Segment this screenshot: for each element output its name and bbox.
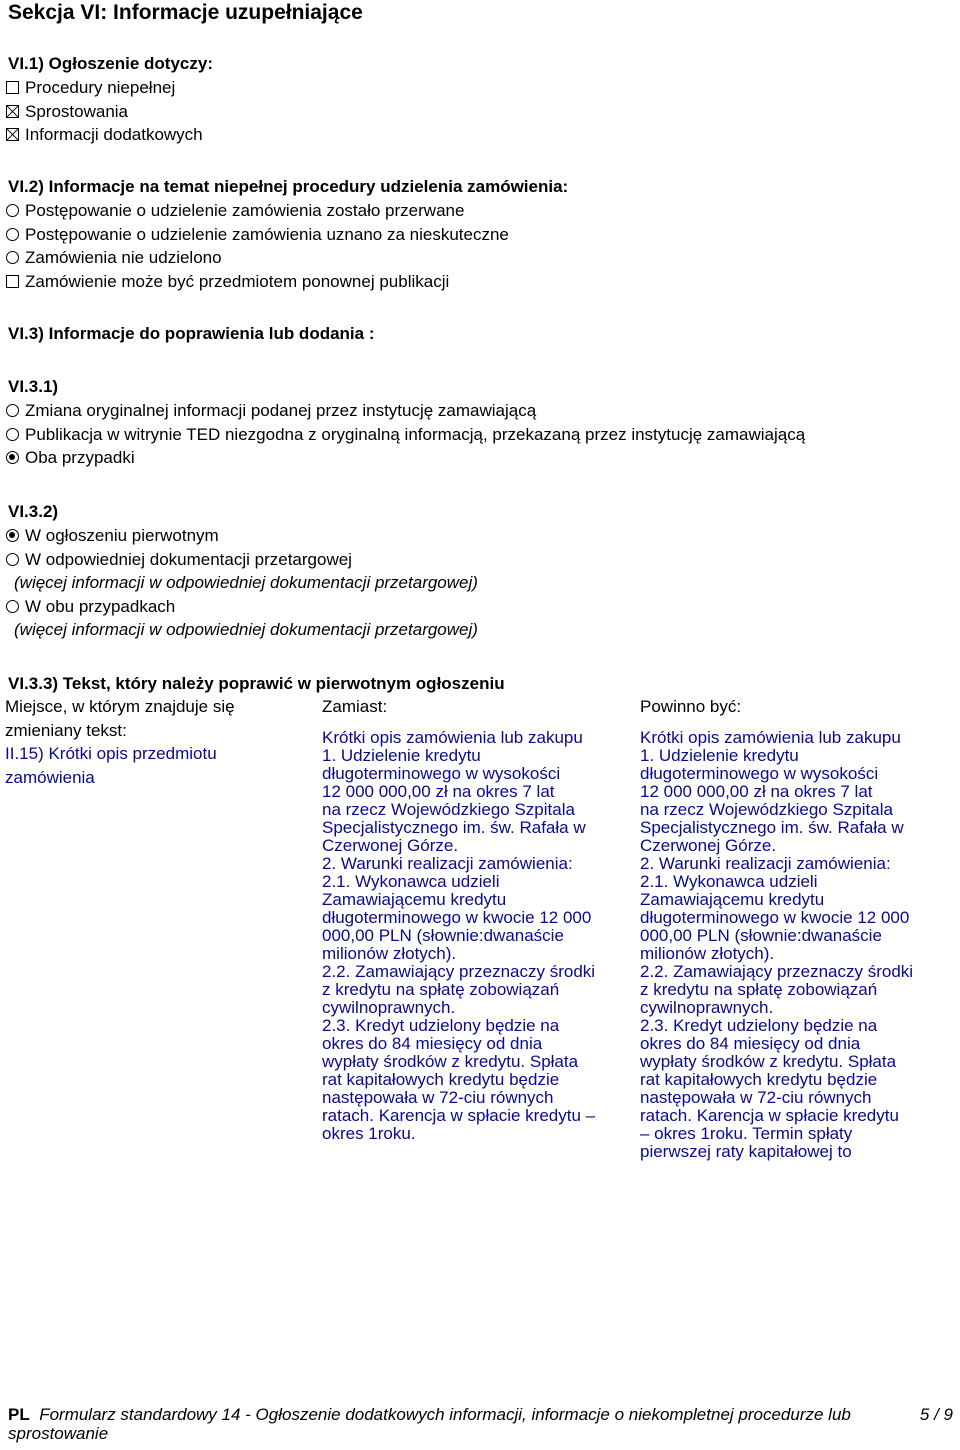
- text-line: 2.2. Zamawiający przeznaczy środki: [640, 961, 914, 981]
- radio-unselected-icon: [6, 600, 19, 613]
- text-line: długoterminowego w kwocie 12 000: [322, 907, 592, 927]
- text-line: Krótki opis zamówienia lub zakupu: [322, 727, 583, 747]
- checkbox-checked-icon: [6, 128, 19, 141]
- text-line: z kredytu na spłatę zobowiązań: [322, 979, 560, 999]
- text-line: milionów złotych).: [322, 943, 457, 963]
- vi32-option: [4, 524, 478, 548]
- radio-unselected-icon: [6, 404, 19, 417]
- vi32-note: (więcej informacji w odpowiedniej dokumentacji przetargowej): [14, 573, 478, 592]
- text-line: na rzecz Wojewódzkiego Szpitala: [640, 799, 893, 819]
- vi1-list: [4, 76, 203, 147]
- text-line: 1. Udzielenie kredytu: [640, 745, 799, 765]
- text-line: rat kapitałowych kredytu będzie: [322, 1069, 560, 1089]
- vi31-option: [4, 423, 805, 447]
- text-line: Krótki opis zamówienia lub zakupu: [640, 727, 901, 747]
- radio-selected-icon: [6, 529, 19, 542]
- text-line: okres do 84 miesięcy od dnia: [322, 1033, 543, 1053]
- text-line: z kredytu na spłatę zobowiązań: [640, 979, 878, 999]
- vi32-note: (więcej informacji w odpowiedniej dokumentacji przetargowej): [14, 620, 478, 639]
- radio-unselected-icon: [6, 204, 19, 217]
- text-line: następowała w 72-ciu równych: [640, 1087, 872, 1107]
- vi33-heading: VI.3.3) Tekst, który należy poprawić w pierwotnym ogłoszeniu: [8, 674, 505, 693]
- footer-title: Formularz standardowy 14 - Ogłoszenie dodatkowych informacji, informacje o niekompletnej procedurze lub: [39, 1405, 851, 1424]
- should-be-header: Powinno być:: [640, 697, 742, 716]
- radio-selected-icon: [6, 451, 19, 464]
- text-line: Czerwonej Górze.: [322, 835, 459, 855]
- vi1-heading: VI.1) Ogłoszenie dotyczy:: [8, 54, 213, 73]
- vi31-option-label: Publikacja w witrynie TED niezgodna z oryginalną informacją, przekazaną przez instytucję zamawiającą: [25, 424, 806, 444]
- vi2-option: [4, 199, 509, 223]
- text-line: wypłaty środków z kredytu. Spłata: [322, 1051, 579, 1071]
- checkbox-unchecked-icon: [6, 81, 19, 94]
- should-be-column: [640, 695, 952, 1161]
- vi2-option-label: Postępowanie o udzielenie zamówienia uznano za nieskuteczne: [25, 224, 509, 244]
- text-line: Specjalistycznego im. św. Rafała w: [322, 817, 586, 837]
- text-line: rat kapitałowych kredytu będzie: [640, 1069, 878, 1089]
- radio-unselected-icon: [6, 428, 19, 441]
- should-be-text: [640, 729, 952, 1161]
- instead-text: [322, 729, 634, 1143]
- radio-unselected-icon: [6, 251, 19, 264]
- vi1-item-informacji: [4, 123, 203, 147]
- text-line: długoterminowego w kwocie 12 000: [640, 907, 910, 927]
- vi32-option-label: W ogłoszeniu pierwotnym: [25, 526, 219, 545]
- text-line: cywilnoprawnych.: [640, 997, 774, 1017]
- text-line: Zamawiającemu kredytu: [322, 889, 507, 909]
- text-line: na rzecz Wojewódzkiego Szpitala: [322, 799, 575, 819]
- change-location-header: Miejsce, w którym znajduje się zmieniany tekst:: [5, 697, 235, 740]
- text-line: 2. Warunki realizacji zamówienia:: [640, 853, 891, 873]
- vi32-option: [4, 548, 478, 572]
- vi2-option-label: Postępowanie o udzielenie zamówienia zostało przerwane: [25, 201, 465, 220]
- vi2-option-label: Zamówienia nie udzielono: [25, 248, 222, 267]
- vi31-list: [4, 399, 805, 470]
- vi1-item-procedury: [4, 76, 203, 100]
- vi2-republish-checkbox: [4, 270, 509, 294]
- vi3-heading: VI.3) Informacje do poprawienia lub dodania :: [8, 324, 375, 343]
- text-line: Czerwonej Górze.: [640, 835, 777, 855]
- radio-unselected-icon: [6, 228, 19, 241]
- text-line: cywilnoprawnych.: [322, 997, 456, 1017]
- text-line: – okres 1roku. Termin spłaty: [640, 1123, 853, 1143]
- footer-lang: PL: [8, 1405, 30, 1424]
- text-line: 000,00 PLN (słownie:dwanaście: [640, 925, 882, 945]
- vi31-option-label: Zmiana oryginalnej informacji podanej przez instytucję zamawiającą: [25, 401, 537, 420]
- vi31-option-label: Oba przypadki: [25, 448, 135, 467]
- text-line: 2. Warunki realizacji zamówienia:: [322, 853, 573, 873]
- text-line: 12 000 000,00 zł na okres 7 lat: [322, 781, 555, 801]
- vi2-option: [4, 246, 509, 270]
- text-line: 2.1. Wykonawca udzieli: [640, 871, 818, 891]
- text-line: ratach. Karencja w spłacie kredytu: [640, 1105, 899, 1125]
- vi32-option-label: W obu przypadkach: [25, 596, 176, 616]
- text-line: 000,00 PLN (słownie:dwanaście: [322, 925, 564, 945]
- text-line: 12 000 000,00 zł na okres 7 lat: [640, 781, 873, 801]
- vi32-list: [4, 524, 478, 642]
- text-line: następowała w 72-ciu równych: [322, 1087, 554, 1107]
- text-line: długoterminowego w wysokości: [640, 763, 879, 783]
- change-location-value: II.15) Krótki opis przedmiotu zamówienia: [5, 744, 217, 787]
- text-line: 2.3. Kredyt udzielony będzie na: [322, 1015, 560, 1035]
- text-line: pierwszej raty kapitałowej to: [640, 1141, 852, 1161]
- instead-column: [322, 695, 634, 1143]
- text-line: okres do 84 miesięcy od dnia: [640, 1033, 861, 1053]
- text-line: wypłaty środków z kredytu. Spłata: [640, 1051, 897, 1071]
- change-location-column: [5, 695, 295, 789]
- vi2-list: [4, 199, 509, 293]
- vi31-option: [4, 446, 805, 470]
- vi2-heading: VI.2) Informacje na temat niepełnej procedury udzielenia zamówienia:: [8, 177, 569, 196]
- section-title: Sekcja VI: Informacje uzupełniające: [8, 1, 363, 24]
- page-number: 5 / 9: [919, 1405, 953, 1424]
- footer-title-cont: sprostowanie: [8, 1424, 109, 1443]
- vi31-heading: VI.3.1): [8, 377, 59, 396]
- vi2-checkbox-label: Zamówienie może być przedmiotem ponownej publikacji: [25, 271, 450, 291]
- instead-header: Zamiast:: [322, 697, 388, 716]
- vi1-item-label: Sprostowania: [25, 101, 129, 121]
- vi32-heading: VI.3.2): [8, 502, 59, 521]
- text-line: milionów złotych).: [640, 943, 775, 963]
- vi2-option: [4, 223, 509, 247]
- text-line: Zamawiającemu kredytu: [640, 889, 825, 909]
- vi1-item-label: Procedury niepełnej: [25, 78, 176, 97]
- vi1-item-label: Informacji dodatkowych: [25, 125, 203, 144]
- vi32-option-label: W odpowiedniej dokumentacji przetargowej: [25, 549, 352, 569]
- radio-unselected-icon: [6, 553, 19, 566]
- text-line: ratach. Karencja w spłacie kredytu –: [322, 1105, 596, 1125]
- vi1-item-sprostowania: [4, 100, 203, 124]
- page-footer: [8, 1405, 953, 1443]
- vi31-option: [4, 399, 805, 423]
- text-line: okres 1roku.: [322, 1123, 416, 1143]
- checkbox-unchecked-icon: [6, 275, 19, 288]
- checkbox-checked-icon: [6, 105, 19, 118]
- text-line: 1. Udzielenie kredytu: [322, 745, 481, 765]
- text-line: 2.1. Wykonawca udzieli: [322, 871, 500, 891]
- text-line: długoterminowego w wysokości: [322, 763, 561, 783]
- text-line: 2.2. Zamawiający przeznaczy środki: [322, 961, 596, 981]
- text-line: Specjalistycznego im. św. Rafała w: [640, 817, 904, 837]
- text-line: 2.3. Kredyt udzielony będzie na: [640, 1015, 878, 1035]
- vi32-option: [4, 595, 478, 619]
